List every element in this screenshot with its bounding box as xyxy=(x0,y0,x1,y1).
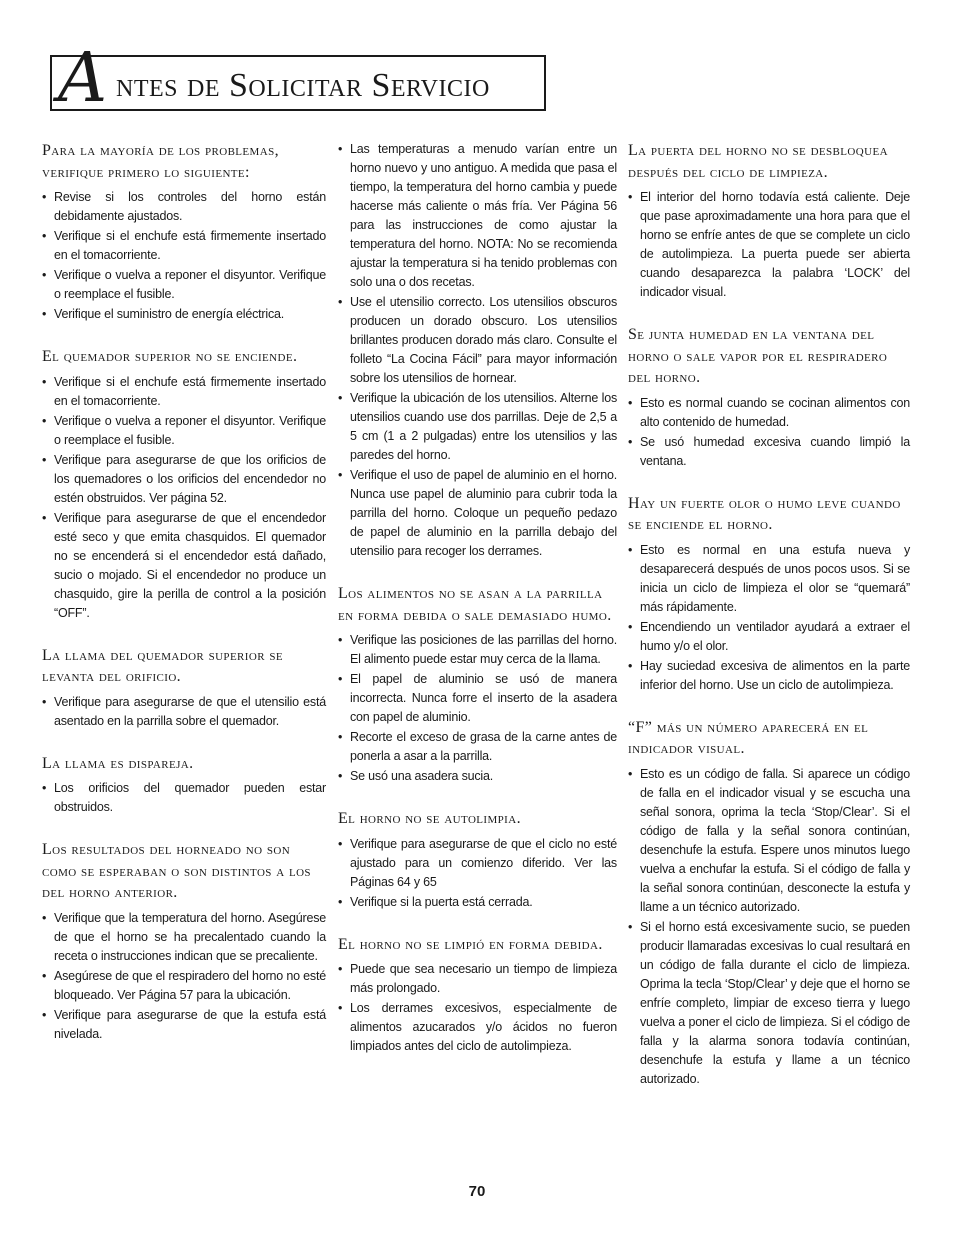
list-item-text: Use el utensilio correcto. Los utensilios obscuros producen un dorado obscuro. Los utensilios brillantes producen dorado más claro. Consulte el folleto “La Cocina Fácil” para mayor información sobre los utensilios de hornear. xyxy=(350,295,617,385)
list-item xyxy=(338,999,617,1056)
troubleshooting-section xyxy=(42,839,326,1044)
troubleshooting-section xyxy=(628,324,910,471)
bullet-icon: • xyxy=(42,910,47,925)
bullet-icon: • xyxy=(338,894,343,909)
list-item xyxy=(338,631,617,669)
bullet-icon: • xyxy=(338,1001,343,1015)
list-item xyxy=(42,412,326,450)
list-item-text: El interior del horno todavía está caliente. Deje que pase aproximadamente una hora para que el horno se enfríe antes de que se complete un ciclo de autolimpieza. La puerta puede ser abierta cuando desaparezca la palabra ‘LOCK’ del indicador visual. xyxy=(640,190,910,299)
list-item-text: Verifique que la temperatura del horno. Asegúrese de que el horno se ha precalentado cuando la receta o instrucciones indican que se precaliente. xyxy=(54,910,326,963)
troubleshooting-section xyxy=(338,140,617,561)
list-item-text: Verifique el uso de papel de aluminio en el horno. Nunca use papel de aluminio para cubrir toda la parrilla del horno. Coloque un pequeño pedazo de papel de aluminio en la parrilla debajo del utensilio para recoger los derrames. xyxy=(350,468,617,558)
list-item xyxy=(42,227,326,265)
troubleshooting-section xyxy=(42,140,326,324)
bullet-icon: • xyxy=(628,395,633,410)
list-item-text: Verifique o vuelva a reponer el disyuntor. Verifique o reemplace el fusible. xyxy=(54,413,326,447)
list-item-text: Hay suciedad excesiva de alimentos en la parte inferior del horno. Use un ciclo de autolimpieza. xyxy=(640,658,910,692)
troubleshooting-section xyxy=(42,645,326,731)
bullet-list xyxy=(628,765,910,1089)
list-item xyxy=(338,389,617,465)
page-title xyxy=(50,39,546,118)
troubleshooting-section xyxy=(338,583,617,786)
list-item xyxy=(338,728,617,766)
section-heading: “F” más un número aparecerá en el indicador visual. xyxy=(628,718,869,757)
troubleshooting-section xyxy=(42,346,326,623)
list-item xyxy=(628,541,910,617)
list-item xyxy=(338,140,617,292)
list-item-text: El papel de aluminio se usó de manera incorrecta. Nunca forre el inserto de la asadera con papel de aluminio. xyxy=(350,672,617,724)
list-item xyxy=(338,293,617,388)
list-item-text: Revise si los controles del horno están debidamente ajustados. xyxy=(54,190,326,223)
bullet-list xyxy=(42,693,326,731)
list-item-text: Verifique el suministro de energía eléctrica. xyxy=(54,307,285,321)
list-item-text: Se usó humedad excesiva cuando limpió la ventana. xyxy=(640,434,910,468)
section-heading: El quemador superior no se enciende. xyxy=(42,348,298,365)
troubleshooting-section xyxy=(628,140,910,302)
bullet-icon: • xyxy=(338,295,343,309)
bullet-list xyxy=(42,779,326,817)
list-item-text: Asegúrese de que el respiradero del horno no esté bloqueado. Ver Página 57 para la ubicación. xyxy=(54,968,326,1002)
bullet-icon: • xyxy=(42,229,47,243)
list-item-text: Verifique para asegurarse de que el encendedor esté seco y que emita chasquidos. El quemador no se encenderá si el encendedor está dañado, sucio o mojado. Si el encendedor no produce un chasquido, gire la perilla de control a la posición “OFF”. xyxy=(54,510,326,620)
troubleshooting-section xyxy=(42,753,326,818)
bullet-list xyxy=(338,140,617,561)
list-item-text: Esto es normal en una estufa nueva y desaparecerá después de unos pocos usos. Si se inicia un ciclo de limpieza el olor se “quemará” más rápidamente. xyxy=(640,542,910,614)
list-item xyxy=(42,779,326,817)
list-item xyxy=(42,1006,326,1044)
list-item-text: Verifique para asegurarse de que los orificios de los quemadores o los orificios del encendedor no estén obstruidos. Ver página 52. xyxy=(54,452,326,505)
page-number: 70 xyxy=(468,1183,486,1200)
list-item xyxy=(628,918,910,1089)
list-item xyxy=(338,960,617,998)
list-item-text: Las temperaturas a menudo varían entre un horno nuevo y uno antiguo. A medida que pasa el tiempo, la temperatura del horno cambia y puede hacerse más caliente o más fría. Ver Página 56 para las instrucciones de como ajustar la temperatura del horno. NOTA: No se recomienda ajustar la temperatura si ha tenido problemas con solo una o dos recetas. xyxy=(350,142,617,289)
list-item-text: Verifique la ubicación de los utensilios. Alterne los utensilios cuando use dos parrillas. Deje de 2,5 a 5 cm (1 a 2 pulgadas) entre los utensilios y las paredes del horno. xyxy=(350,391,617,462)
list-item-text: Encendiendo un ventilador ayudará a extraer el humo y/o el olor. xyxy=(640,619,910,653)
list-item-text: Verifique las posiciones de las parrillas del horno. El alimento puede estar muy cerca de la llama. xyxy=(350,633,617,666)
bullet-list xyxy=(338,631,617,786)
bullet-icon: • xyxy=(628,919,633,934)
bullet-icon: • xyxy=(42,268,47,282)
bullet-icon: • xyxy=(628,190,633,204)
title-initial: A xyxy=(58,39,108,118)
bullet-icon: • xyxy=(338,672,343,686)
bullet-icon: • xyxy=(628,619,633,634)
list-item-text: Esto es un código de falla. Si aparece un código de falla en el indicador visual y se escucha una señal sonora, oprima la tecla ‘Stop/Clear’. Si el código de falla y la señal sonora continúan, desenchufe la estufa. Espere unos minutos luego vuelva a enchufar la estufa. Si el código de falla y la señal sonora continúan, desconecte la estufa y llame a un técnico autorizado. xyxy=(640,766,910,914)
list-item-text: Los derrames excesivos, especialmente de alimentos azucarados y/o ácidos no fueron limpiados antes del ciclo de autolimpieza. xyxy=(350,1001,617,1053)
bullet-icon: • xyxy=(628,658,633,673)
bullet-icon: • xyxy=(628,766,633,781)
list-item-text: Verifique si el enchufe está firmemente insertado en el tomacorriente. xyxy=(54,229,326,262)
bullet-icon: • xyxy=(42,413,47,428)
bullet-icon: • xyxy=(42,781,47,795)
bullet-icon: • xyxy=(338,468,343,482)
list-item-text: Verifique para asegurarse de que el utensilio está asentado en la parrilla sobre el quemador. xyxy=(54,694,326,728)
section-heading: La llama es dispareja. xyxy=(42,754,194,772)
bullet-icon: • xyxy=(338,730,343,744)
troubleshooting-section xyxy=(628,717,910,1089)
list-item xyxy=(628,657,910,695)
bullet-icon: • xyxy=(338,836,343,851)
list-item xyxy=(42,909,326,966)
list-item-text: Puede que sea necesario un tiempo de limpieza más prolongado. xyxy=(350,962,617,995)
list-item-text: Esto es normal cuando se cocinan alimentos con alto contenido de humedad. xyxy=(640,395,910,429)
bullet-list xyxy=(338,835,617,912)
list-item xyxy=(42,373,326,411)
list-item xyxy=(338,835,617,892)
bullet-list xyxy=(338,960,617,1056)
section-heading: El horno no se autolimpia. xyxy=(338,810,521,827)
list-item xyxy=(628,394,910,432)
bullet-icon: • xyxy=(338,962,343,976)
bullet-list xyxy=(628,188,910,302)
list-item xyxy=(338,767,617,786)
troubleshooting-section xyxy=(628,493,910,695)
bullet-icon: • xyxy=(42,307,47,321)
bullet-icon: • xyxy=(628,434,633,449)
bullet-icon: • xyxy=(338,391,343,405)
column-3 xyxy=(628,140,910,1111)
list-item xyxy=(628,765,910,917)
list-item-text: Verifique o vuelva a reponer el disyuntor. Verifique o reemplace el fusible. xyxy=(54,268,326,301)
bullet-icon: • xyxy=(42,694,47,709)
list-item xyxy=(338,670,617,727)
bullet-list xyxy=(42,373,326,623)
list-item xyxy=(42,305,326,324)
bullet-icon: • xyxy=(42,452,47,467)
list-item xyxy=(628,188,910,302)
section-heading: La puerta del horno no se desbloquea después del ciclo de limpieza. xyxy=(628,142,888,181)
list-item xyxy=(42,693,326,731)
bullet-icon: • xyxy=(338,769,343,783)
section-heading: El horno no se limpió en forma debida. xyxy=(338,935,603,953)
list-item-text: Verifique si el enchufe está firmemente insertado en el tomacorriente. xyxy=(54,374,326,408)
section-heading: La llama del quemador superior se levanta del orificio. xyxy=(42,646,283,685)
bullet-list xyxy=(628,394,910,471)
bullet-icon: • xyxy=(338,142,343,156)
troubleshooting-section xyxy=(338,808,617,912)
bullet-icon: • xyxy=(42,1007,47,1022)
list-item xyxy=(628,433,910,471)
list-item-text: Recorte el exceso de grasa de la carne antes de ponerla a asar a la parrilla. xyxy=(350,730,617,763)
bullet-list xyxy=(42,188,326,324)
bullet-icon: • xyxy=(42,510,47,525)
list-item xyxy=(42,451,326,508)
list-item-text: Los orificios del quemador pueden estar obstruidos. xyxy=(54,781,326,814)
bullet-list xyxy=(628,541,910,695)
section-heading: Hay un fuerte olor o humo leve cuando se enciende el horno. xyxy=(628,494,901,533)
list-item-text: Verifique para asegurarse de que la estufa está nivelada. xyxy=(54,1007,326,1041)
column-1 xyxy=(42,140,326,1066)
bullet-icon: • xyxy=(42,968,47,983)
troubleshooting-section xyxy=(338,934,617,1057)
list-item-text: Se usó una asadera sucia. xyxy=(350,769,494,783)
bullet-icon: • xyxy=(628,542,633,557)
list-item xyxy=(42,967,326,1005)
bullet-icon: • xyxy=(338,633,343,647)
list-item xyxy=(42,509,326,623)
title-text: ntes de Solicitar Servicio xyxy=(116,67,490,104)
section-heading: Para la mayoría de los problemas, verifique primero lo siguiente: xyxy=(42,142,279,181)
list-item xyxy=(628,618,910,656)
list-item xyxy=(42,188,326,226)
bullet-list xyxy=(42,909,326,1044)
bullet-icon: • xyxy=(42,374,47,389)
section-heading: Se junta humedad en la ventana del horno o sale vapor por el respiradero del horno. xyxy=(628,326,888,386)
list-item xyxy=(42,266,326,304)
column-2 xyxy=(338,140,617,1078)
list-item-text: Verifique para asegurarse de que el ciclo no esté ajustado para un comienzo diferido. Ver las Páginas 64 y 65 xyxy=(350,836,617,889)
list-item xyxy=(338,466,617,561)
section-heading: Los resultados del horneado no son como se esperaban o son distintos a los del horno anterior. xyxy=(42,841,311,901)
section-heading: Los alimentos no se asan a la parrilla en forma debida o sale demasiado humo. xyxy=(338,585,612,624)
list-item-text: Verifique si la puerta está cerrada. xyxy=(350,894,533,909)
list-item xyxy=(338,893,617,912)
list-item-text: Si el horno está excesivamente sucio, se pueden producir llamaradas excesivas lo cual resultará en un código de falla durante el ciclo de limpieza. Oprima la tecla ‘Stop/Clear’ y deje que el horno se enfríe completo, limpiar de exceso tierra y luego vuelva a poner el ciclo de limpieza. Si el código de falla y la alarma sonora todavía continúan, desenchufe la estufa y llame a un técnico autorizado. xyxy=(640,919,910,1086)
bullet-icon: • xyxy=(42,190,47,204)
